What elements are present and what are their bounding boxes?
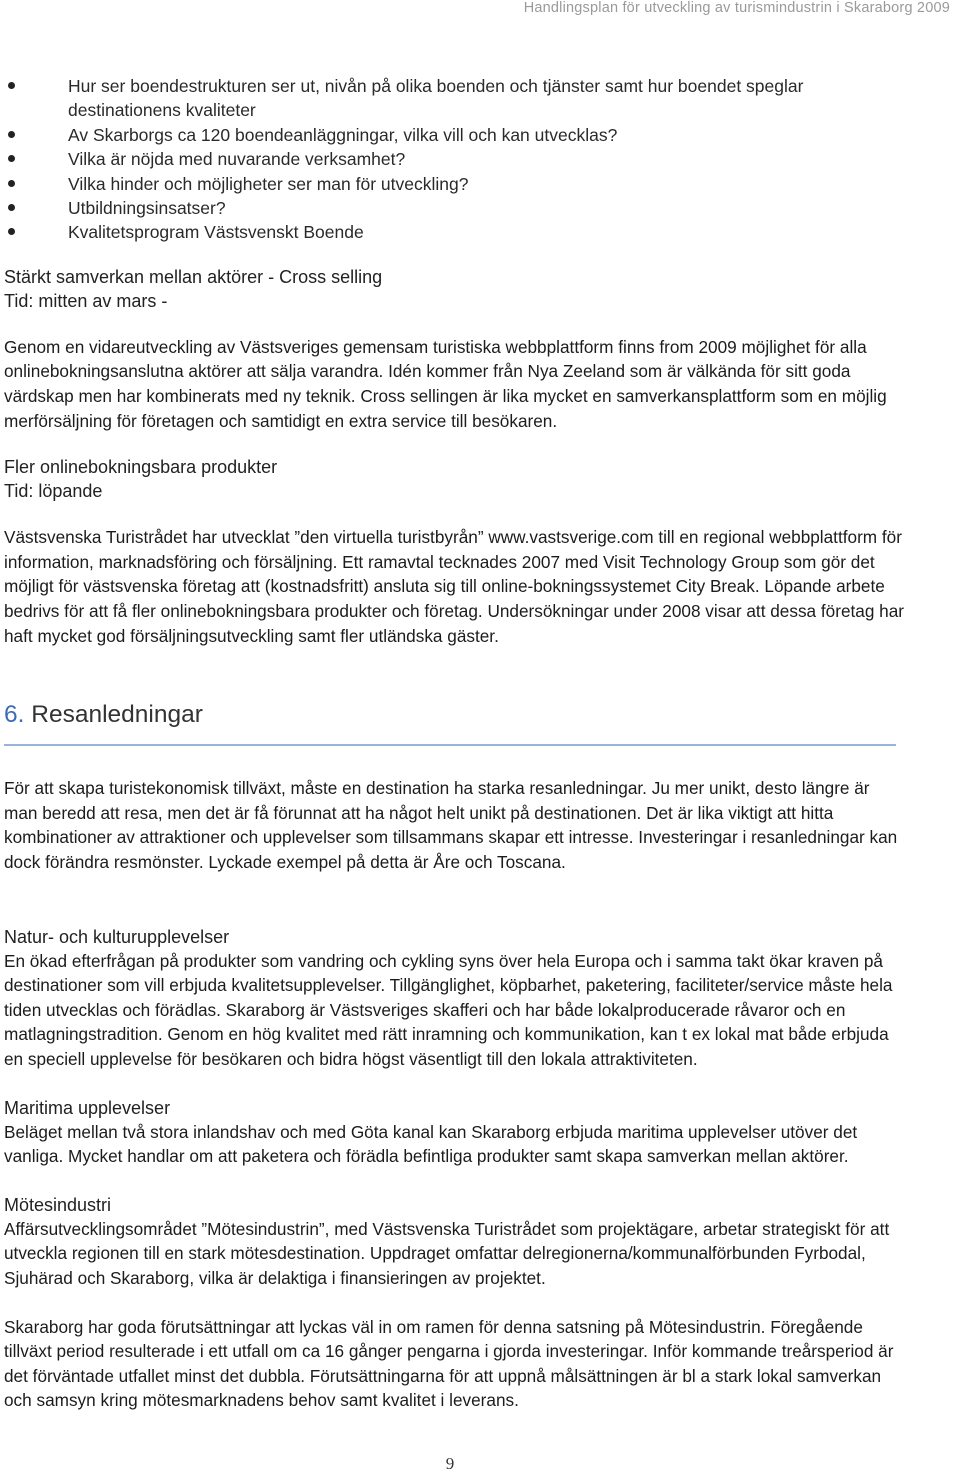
bullet-item: Vilka är nöjda med nuvarande verksamhet? [4,147,904,171]
maritima-heading: Maritima upplevelser [4,1097,171,1118]
bullet-icon [8,155,15,162]
natur-heading: Natur- och kulturupplevelser [4,926,230,947]
bullet-icon [8,204,15,211]
maritima-body: Beläget mellan två stora inlandshav och med Göta kanal kan Skaraborg erbjuda maritima upplevelser utöver det vanliga. Mycket handlar om att paketera och förädla befintliga produkter samt skapa samverkan mellan aktörer. [4,1121,858,1167]
motes-body-1: Affärsutvecklingsområdet ”Mötesindustrin”, med Västsvenska Turistrådet som projektägare, arbetar strategiskt för att utveckla regionen till en stark mötesdestination. Uppdraget omfattar delregionerna/kommunalförbunden Fyrbodal, Sjuhärad och Skaraborg, vilka är delaktiga i finansieringen av projektet. [4,1218,890,1288]
bullet-item: Utbildningsinsatser? [4,196,904,220]
bullet-icon [8,82,15,89]
bullet-icon [8,180,15,187]
running-header: Handlingsplan för utveckling av turismindustrin i Skaraborg 2009 [523,0,950,16]
motes-heading: Mötesindustri [4,1194,112,1215]
chapter-intro: För att skapa turistekonomisk tillväxt, måste en destination ha starka resanledningar. Ju mer unikt, desto längre är man beredd att resa, men det är få förunnat att ha något helt unikt på destinationen. Det är lika viktigt att hitta kombinationer av attraktioner och upplevelser som tillsammans skapar ett intresse. Investeringar i resanledningar kan dock förändra resmönster. Lyckade exempel på detta är Åre och Toscana. [4,778,898,872]
bullet-item: Hur ser boendestrukturen ser ut, nivån på olika boenden och tjänster samt hur boendet speglar destinationens kvaliteter [4,74,904,123]
page-content [4,74,904,1413]
online-heading: Fler onlinebokningsbara produkter [4,457,278,478]
online-body: Västsvenska Turistrådet har utvecklat ”den virtuella turistbyrån” www.vastsverige.com till en regional webbplattform för information, marknadsföring och försäljning. Ett ramavtal tecknades 2007 med Visit Technology Group som gör det möjligt för västsvenska företag att (kostnadsfritt) ansluta sig till online-bokningssystemet City Break. Löpande arbete bedrivs för att få fler onlinebokningsbara produkter och företag. Undersökningar under 2008 visar att dessa företag har haft mycket god försäljningsutveckling samt fler utländska gäster. [4,527,905,646]
cross-selling-time: Tid: mitten av mars - [4,290,168,311]
bullet-icon [8,131,15,138]
page-number: 9 [445,1454,455,1473]
natur-body: En ökad efterfrågan på produkter som vandring och cykling syns över hela Europa och i samma takt ökar kraven på destinationer som vill erbjuda kvalitetsupplevelser. Tillgänglighet, köpbarhet, paketering, faciliteter/service måste hela tiden utvecklas och förädlas. Skaraborg är Västsveriges skafferi och har både lokalproducerade råvaror och en matlagningstradition. Genom en hög kvalitet med rätt inramning och kommunikation, kan t ex lokal mat både erbjuda en speciell upplevelse för besökaren och bidra högst väsentligt till den lokala attraktiviteten. [4,950,893,1069]
cross-selling-heading: Stärkt samverkan mellan aktörer - Cross selling [4,266,383,287]
chapter-number: 6. [4,701,25,729]
motes-body-2: Skaraborg har goda förutsättningar att lyckas väl in om ramen för denna satsning på Mötesindustrin. Föregående tillväxt period resulterade i ett utfall om ca 16 gånger pengarna i gjorda investeringar. Inför kommande treårsperiod är det förväntade utfallet minst det dubbla. Förutsättningarna för att uppnå målsättningen är bl a stark lokal samverkan och samsyn kring mötesmarknadens behov samt kvalitet i leverans. [4,1316,894,1411]
bullet-icon [8,228,15,235]
cross-selling-body: Genom en vidareutveckling av Västsveriges gemensam turistiska webbplattform finns from 2009 möjlighet för alla onlinebokningsanslutna aktörer att sälja varandra. Idén kommer från Nya Zeeland som är välkända för sitt goda värdskap men har kombinerats med ny teknik. Cross sellingen är lika mycket en samverkansplattform som en möjlig merförsäljning för företagen och samtidigt en extra service till besökaren. [4,336,887,431]
bullet-list [4,74,904,245]
chapter-heading [4,700,904,730]
bullet-item: Av Skarborgs ca 120 boendeanläggningar, vilka vill och kan utvecklas? [4,123,904,147]
bullet-item: Kvalitetsprogram Västsvenskt Boende [4,220,904,244]
online-time: Tid: löpande [4,481,103,502]
chapter-title: Resanledningar [31,701,203,729]
bullet-item: Vilka hinder och möjligheter ser man för utveckling? [4,172,904,196]
